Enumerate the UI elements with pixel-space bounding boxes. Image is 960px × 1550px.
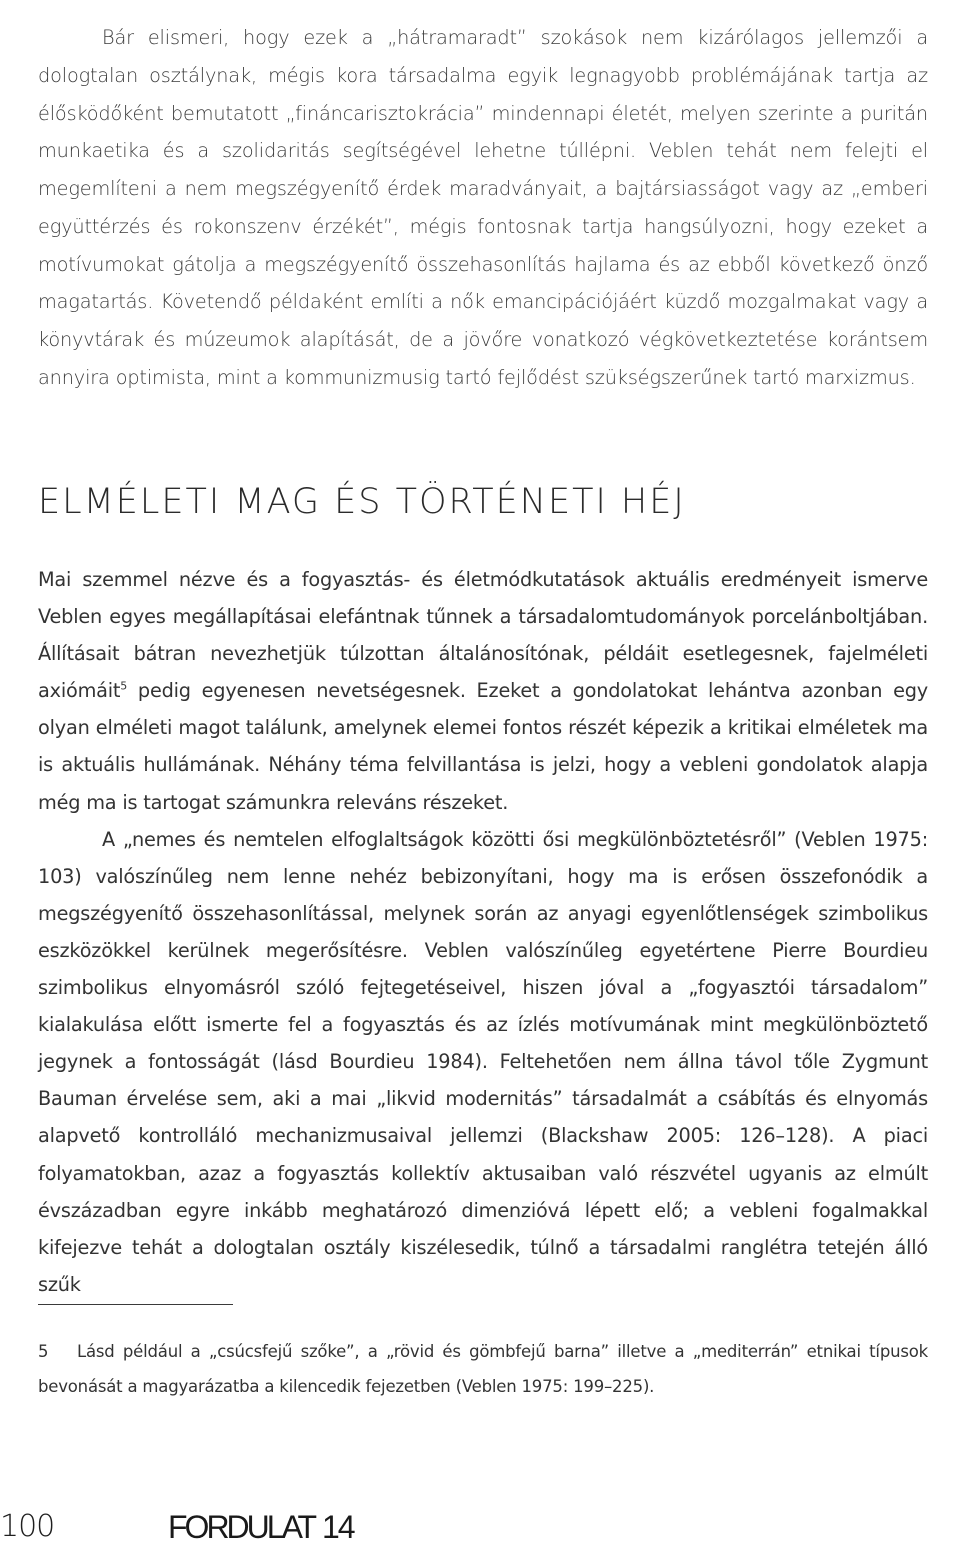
- section-heading: ELMÉLETI MAG ÉS TÖRTÉNETI HÉJ: [38, 482, 686, 522]
- journal-name: FORDULAT: [168, 1509, 315, 1545]
- section-paragraph-2: A „nemes és nemtelen elfoglaltságok közötti ősi megkülönböztetésről” (Veblen 1975: 103) valószínűleg nem lenne nehéz bebizonyítani, hogy ma is erősen összefonódik a megszégyenítő összehasonlítással, melynek során az anyagi egyenlőtlenségek szimbolikus eszközökkel kerülnek megerősítésre. Veblen valószínűleg egyetértene Pierre Bourdieu szimbolikus elnyomásról szóló fejtegetéseivel, hiszen jóval a „fogyasztói társadalom” kialakulása előtt ismerte fel a fogyasztás és az ízlés motívumának mint megkülönböztető jegynek a fontosságát (lásd Bourdieu 1984). Feltehetően nem állna távol tőle Zygmunt Bauman érvelése sem, aki a mai „likvid modernitás” társadalmát a csábítás és elnyomás alapvető kontrolláló mechanizmusaival jellemzi (Blackshaw 2005: 126–128). A piaci folyamatokban, azaz a fogyasztás kollektív aktusaiban való részvétel ugyanis az elmúlt évszázadban egyre inkább meghatározó dimenzióvá lépett elő; a vebleni fogalmakkal kifejezve tehát a dologtalan osztály kiszélesedik, túlnő a társadalmi ranglétra tetején álló szűk: [38, 827, 928, 1296]
- footnote-divider: [38, 1304, 233, 1305]
- section-paragraph-1: [38, 561, 928, 821]
- footnote: [38, 1334, 928, 1404]
- footnote-reference: 5: [120, 679, 128, 693]
- issue-number: 14: [322, 1509, 354, 1545]
- page-number: 100: [0, 1509, 55, 1544]
- footnote-text: Lásd például a „csúcsfejű szőke”, a „rövid és gömbfejű barna” illetve a „mediterrán” etnikai típusok bevonását a magyarázatba a kilencedik fejezetben (Veblen 1975: 199–225).: [38, 1342, 928, 1396]
- footnote-number: 5: [38, 1342, 49, 1361]
- section-body: [38, 561, 928, 1303]
- intro-paragraph: Bár elismeri, hogy ezek a „hátramaradt” szokások nem kizárólagos jellemzői a dologtalan osztálynak, mégis kora társadalma egyik legnagyobb problémájának tartja az élősködőként bemutatott „fináncarisztokrácia” mindennapi életét, melyen szerinte a puritán munkaetika és a szolidaritás segítségével lehetne túllépni. Veblen tehát nem felejti el megemlíteni a nem megszégyenítő érdek maradványait, a bajtársiasságot vagy az „emberi együttérzés és rokonszenv érzékét”, mégis fontosnak tartja hangsúlyozni, hogy ezeket a motívumokat gátolja a megszégyenítő összehasonlítás hajlama és az ebből következő önző magatartás. Követendő példaként említi a nők emancipációjáért küzdő mozgalmakat vagy a könyvtárak és múzeumok alapítását, de a jövőre vonatkozó végkövetkeztetése korántsem annyira optimista, mint a kommunizmusig tartó fejlődést szükségszerűnek tartó marxizmus.: [38, 26, 928, 389]
- section-paragraph-1-part-a: Mai szemmel nézve és a fogyasztás- és életmódkutatások aktuális eredményeit ismerve Veblen egyes megállapításai elefántnak tűnnek a társadalomtudományok porcelánboltjában. Állításait bátran nevezhetjük túlzottan általánosítónak, példáit esetlegesnek, fajelméleti axiómáit: [38, 568, 928, 703]
- section-paragraph-1-part-b: pedig egyenesen nevetségesnek. Ezeket a gondolatokat lehántva azonban egy olyan elméleti magot találunk, amelynek elemei fontos részét képezik a kritikai elméletek ma is aktuális hullámának. Néhány téma felvillantása is jelzi, hogy a vebleni gondolatok alapja még ma is tartogat számunkra releváns részeket.: [38, 679, 928, 814]
